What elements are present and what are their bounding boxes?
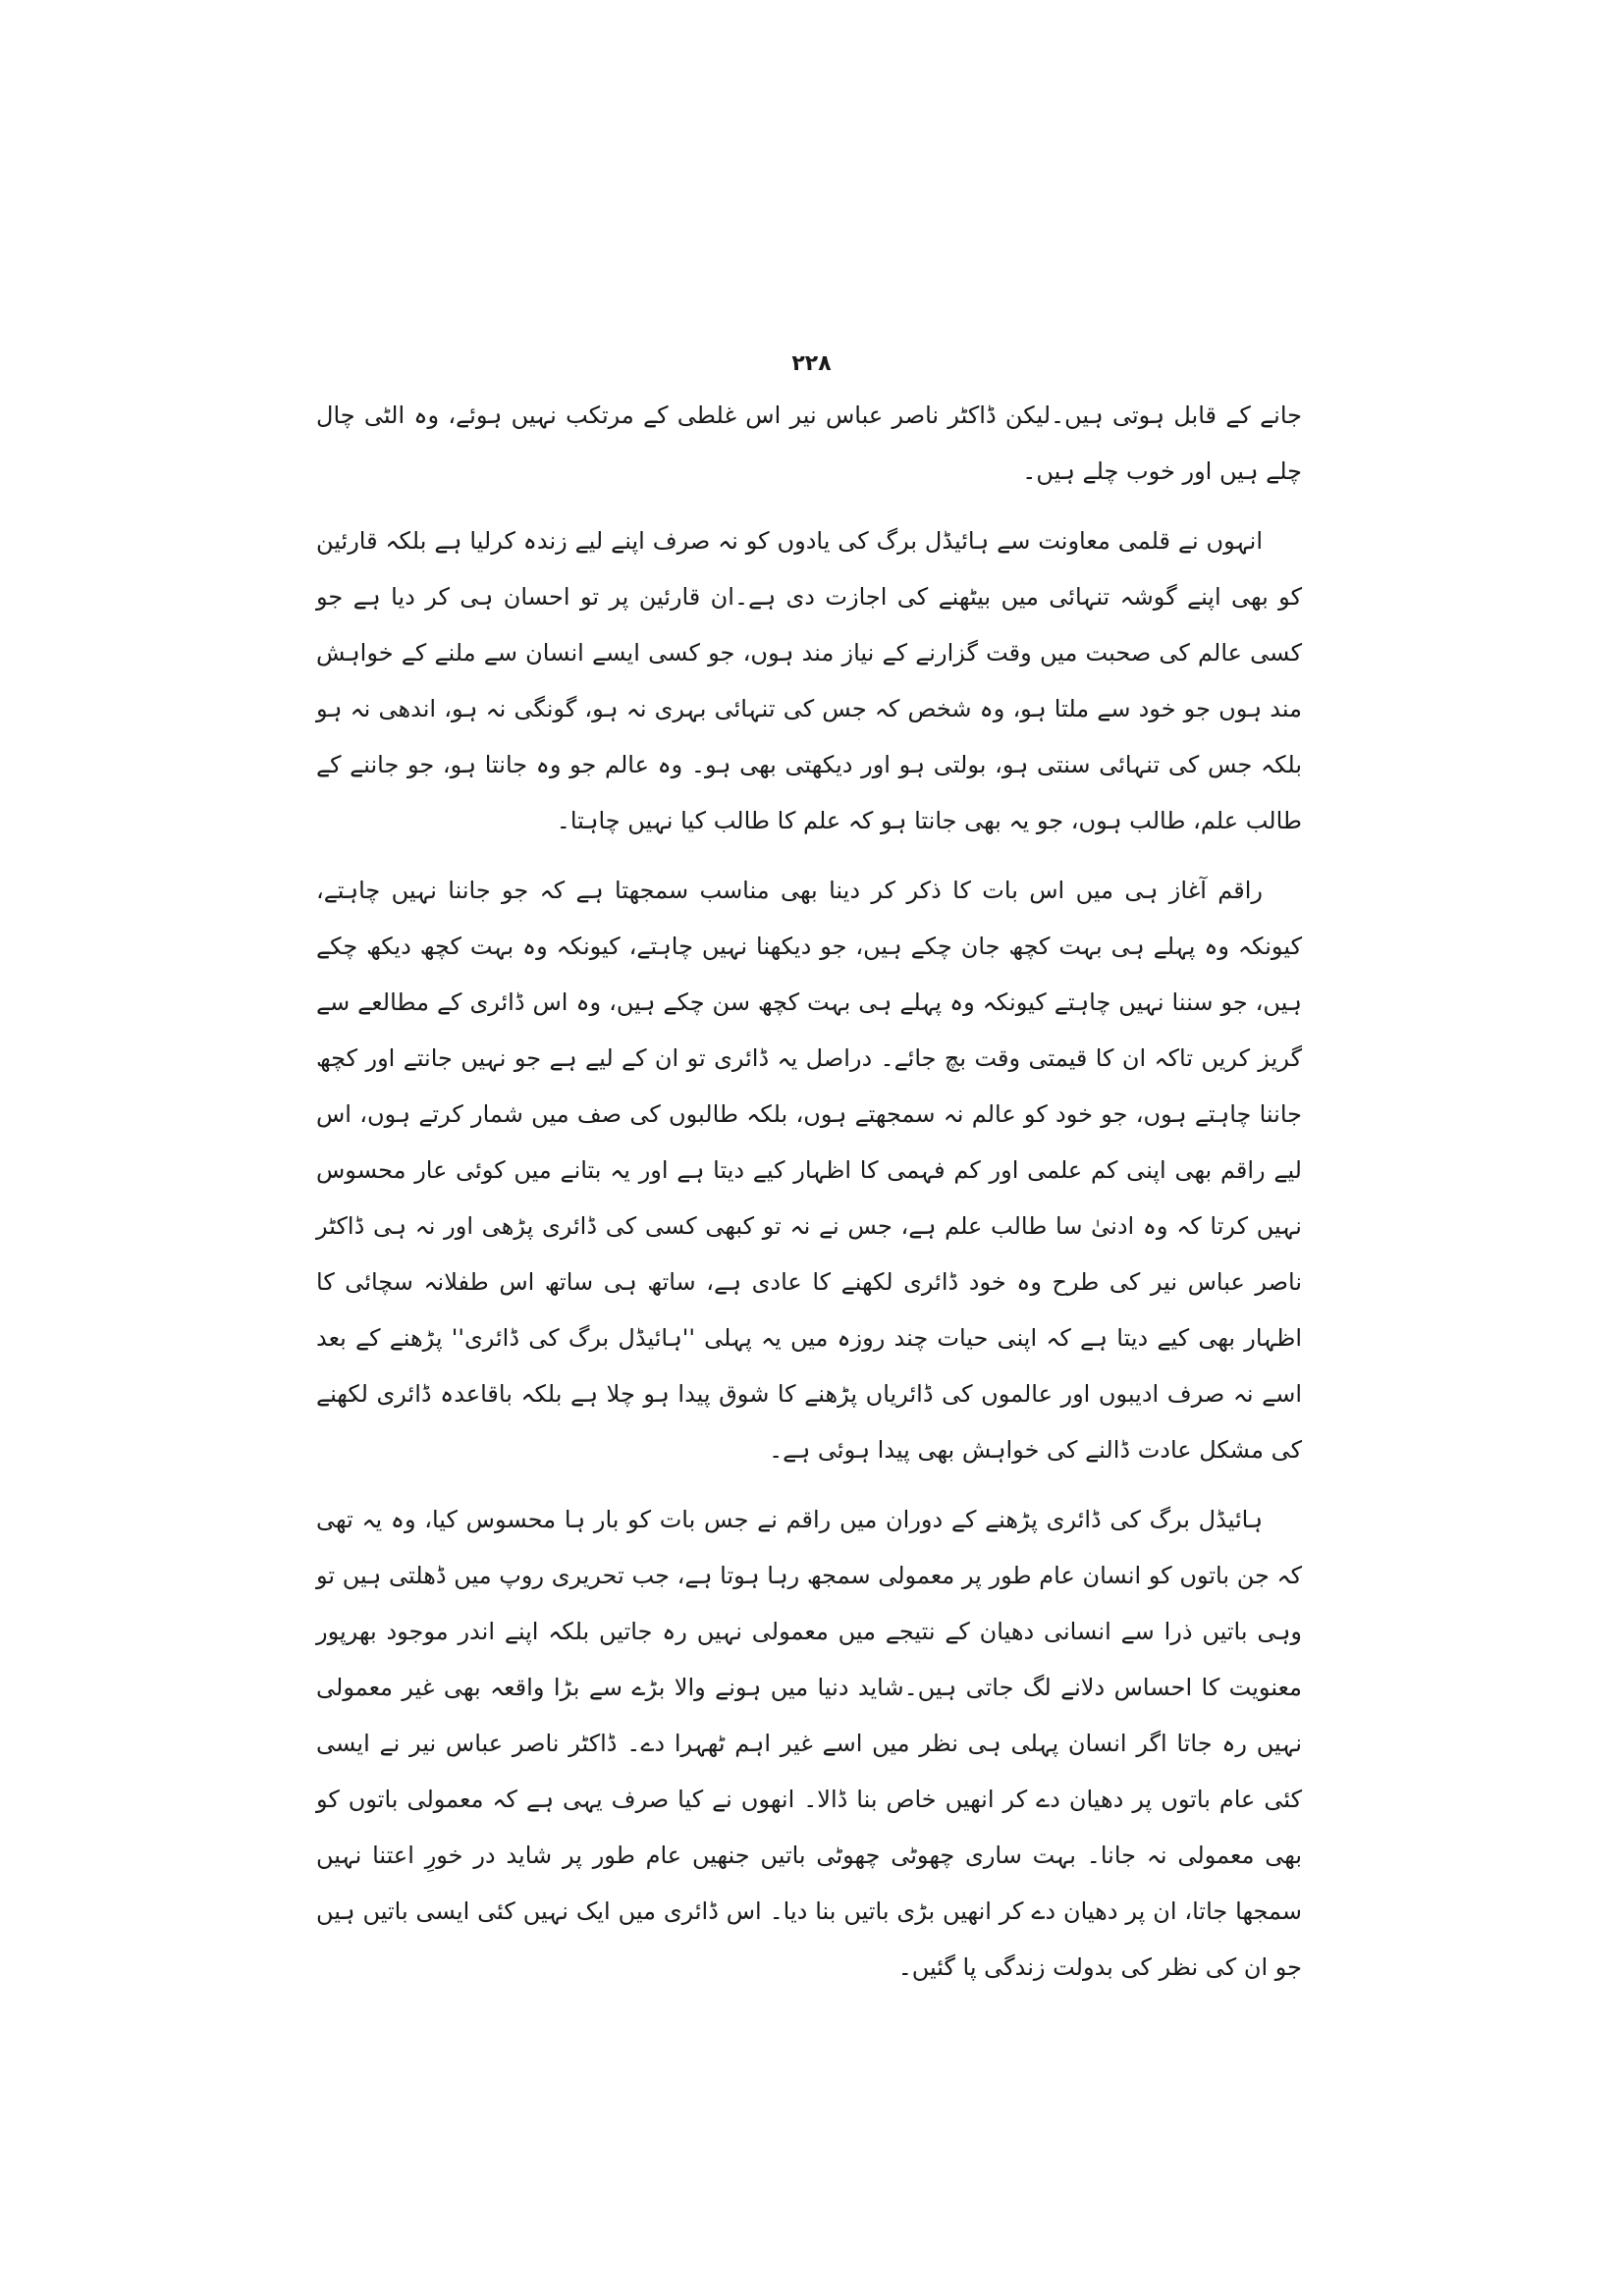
paragraph-1: جانے کے قابل ہوتی ہیں۔لیکن ڈاکٹر ناصر عباس نیر اس غلطی کے مرتکب نہیں ہوئے، وہ الٹی چال چلے ہیں اور خوب چلے ہیں۔ bbox=[316, 401, 1302, 485]
page-number: ۲۲۸ bbox=[791, 351, 832, 376]
paragraph-3: راقم آغاز ہی میں اس بات کا ذکر کر دینا بھی مناسب سمجھتا ہے کہ جو جاننا نہیں چاہتے، کیونکہ وہ پہلے ہی بہت کچھ جان چکے ہیں، جو دیکھنا نہیں چاہتے، کیونکہ وہ بہت کچھ دیکھ چکے ہیں، جو سننا نہیں چاہتے کیونکہ وہ پہلے ہی بہت کچھ سن چکے ہیں، وہ اس ڈائری کے مطالعے سے گریز کریں تاکہ ان کا قیمتی وقت بچ جائے۔ دراصل یہ ڈائری تو ان کے لیے ہے جو نہیں جانتے اور کچھ جاننا چاہتے ہوں، جو خود کو عالم نہ سمجھتے ہوں، بلکہ طالبوں کی صف میں شمار کرتے ہوں، اس لیے راقم بھی اپنی کم علمی اور کم فہمی کا اظہار کیے دیتا ہے اور یہ بتانے میں کوئی عار محسوس نہیں کرتا کہ وہ ادنیٰ سا طالب علم ہے، جس نے نہ تو کبھی کسی کی ڈائری پڑھی اور نہ ہی ڈاکٹر ناصر عباس نیر کی طرح وہ خود ڈائری لکھنے کا عادی ہے، ساتھ ہی ساتھ اس طفلانہ سچائی کا اظہار بھی کیے دیتا ہے کہ اپنی حیات چند روزہ میں یہ پہلی ''ہائیڈل برگ کی ڈائری'' پڑھنے کے بعد اسے نہ صرف ادیبوں اور عالموں کی ڈائریاں پڑھنے کا شوق پیدا ہو چلا ہے بلکہ باقاعدہ ڈائری لکھنے کی مشکل عادت ڈالنے کی خواہش بھی پیدا ہوئی ہے۔ bbox=[316, 877, 1302, 1464]
paragraph-4: ہائیڈل برگ کی ڈائری پڑھنے کے دوران میں راقم نے جس بات کو بار ہا محسوس کیا، وہ یہ تھی کہ جن باتوں کو انسان عام طور پر معمولی سمجھ رہا ہوتا ہے، جب تحریری روپ میں ڈھلتی ہیں تو وہی باتیں ذرا سے انسانی دھیان کے نتیجے میں معمولی نہیں رہ جاتیں بلکہ اپنے اندر موجود بھرپور معنویت کا احساس دلانے لگ جاتی ہیں۔شاید دنیا میں ہونے والا بڑے سے بڑا واقعہ بھی غیر معمولی نہیں رہ جاتا اگر انسان پہلی ہی نظر میں اسے غیر اہم ٹھہرا دے۔ ڈاکٹر ناصر عباس نیر نے ایسی کئی عام باتوں پر دھیان دے کر انھیں خاص بنا ڈالا۔ انھوں نے کیا صرف یہی ہے کہ معمولی باتوں کو بھی معمولی نہ جانا۔ بہت ساری چھوٹی چھوٹی باتیں جنھیں عام طور پر شاید در خورِ اعتنا نہیں سمجھا جاتا، ان پر دھیان دے کر انھیں بڑی باتیں بنا دیا۔ اس ڈائری میں ایک نہیں کئی ایسی باتیں ہیں جو ان کی نظر کی بدولت زندگی پا گئیں۔ bbox=[316, 1506, 1302, 1981]
paragraph-2: انہوں نے قلمی معاونت سے ہائیڈل برگ کی یادوں کو نہ صرف اپنے لیے زندہ کرلیا ہے بلکہ قارئین کو بھی اپنے گوشہ تنہائی میں بیٹھنے کی اجازت دی ہے۔ان قارئین پر تو احسان ہی کر دیا ہے جو کسی عالم کی صحبت میں وقت گزارنے کے نیاز مند ہوں، جو کسی ایسے انسان سے ملنے کے خواہش مند ہوں جو خود سے ملتا ہو، وہ شخص کہ جس کی تنہائی بہری نہ ہو، گونگی نہ ہو، اندھی نہ ہو بلکہ جس کی تنہائی سنتی ہو، بولتی ہو اور دیکھتی بھی ہو۔ وہ عالم جو وہ جانتا ہو، جو جاننے کے طالب علم، طالب ہوں، جو یہ بھی جانتا ہو کہ علم کا طالب کیا نہیں چاہتا۔ bbox=[316, 527, 1302, 834]
page-body bbox=[316, 388, 1302, 2009]
